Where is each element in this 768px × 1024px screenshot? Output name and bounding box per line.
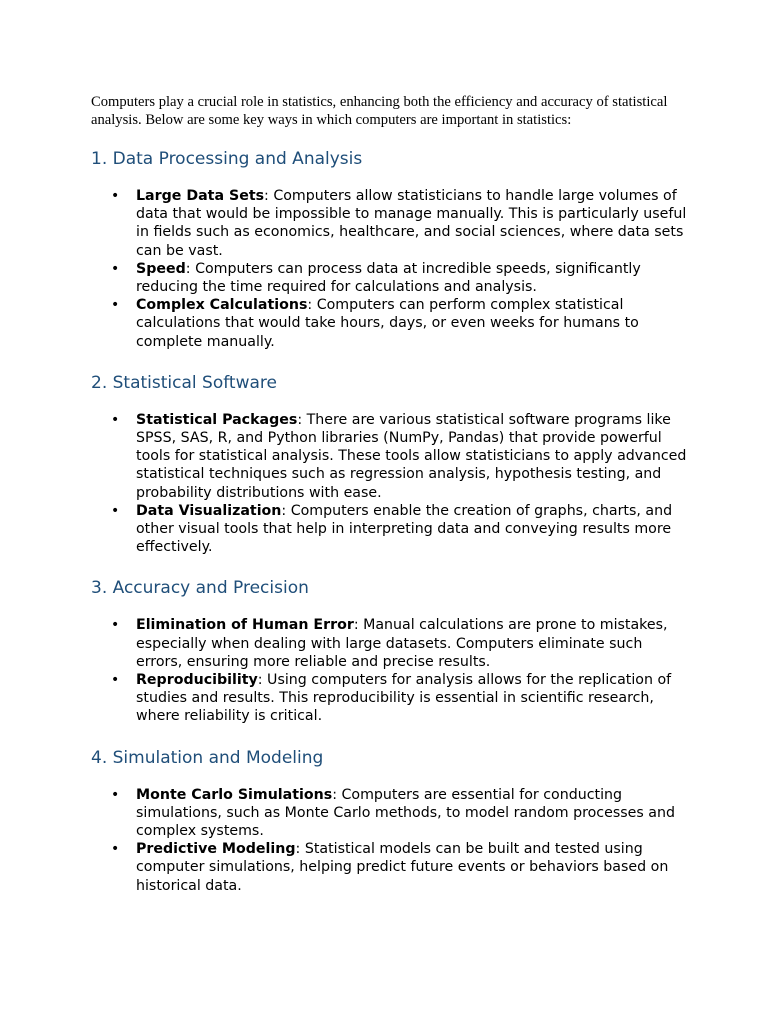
bullet-icon: • <box>111 617 120 634</box>
bullet-icon: • <box>111 502 120 519</box>
item-text: : Computers allow statisticians to handle large volumes of data that would be impossible to manage manually. This is particularly useful in fields such as economics, healthcare, and social sciences, where data sets can be vast. <box>136 188 687 259</box>
bullet-icon: • <box>111 297 120 314</box>
document-page <box>91 93 691 895</box>
section-heading-simulation: 4. Simulation and Modeling <box>91 747 324 768</box>
item-text: : There are various statistical software programs like SPSS, SAS, R, and Python libraries (NumPy, Pandas) that provide powerful tools for statistical analysis. These tools allow statisticians to apply advanced statistical techniques such as regression analysis, hypothesis testing, and probability distributions with ease. <box>136 411 687 501</box>
item-text: : Computers enable the creation of graphs, charts, and other visual tools that help in interpreting data and conveying results more effectively. <box>136 502 673 556</box>
item-text: : Using computers for analysis allows for the replication of studies and results. This reproducibility is essential in scientific research, where reliability is critical. <box>136 672 672 725</box>
item-text: : Computers can process data at incredible speeds, significantly reducing the time required for calculations and analysis. <box>136 260 641 296</box>
list-item <box>91 411 691 502</box>
list-item <box>91 786 691 841</box>
bullet-icon: • <box>111 841 120 858</box>
item-term: Data Visualization <box>136 502 282 519</box>
item-text: : Computers can perform complex statistical calculations that would take hours, days, or even weeks for humans to complete manually. <box>136 297 639 350</box>
section-list-statistical-software <box>91 411 691 557</box>
bullet-icon: • <box>111 672 120 689</box>
item-term: Monte Carlo Simulations <box>136 786 333 803</box>
item-term: Reproducibility <box>136 672 258 689</box>
section-heading-accuracy: 3. Accuracy and Precision <box>91 578 309 599</box>
list-item <box>91 187 691 260</box>
section-heading-data-processing: 1. Data Processing and Analysis <box>91 149 363 169</box>
bullet-icon: • <box>111 411 120 428</box>
item-term: Large Data Sets <box>136 188 265 204</box>
intro-paragraph: Computers play a crucial role in statistics, enhancing both the efficiency and accuracy of statistical analysis. Below are some key ways in which computers are important in statistics: <box>91 94 668 128</box>
item-term: Speed <box>136 260 186 277</box>
bullet-icon: • <box>111 786 120 803</box>
list-item <box>91 296 691 351</box>
item-term: Elimination of Human Error <box>136 617 354 634</box>
item-text: : Computers are essential for conducting simulations, such as Monte Carlo methods, to model random processes and complex systems. <box>136 786 675 840</box>
item-text: : Manual calculations are prone to mistakes, especially when dealing with large datasets. Computers eliminate such errors, ensuring more reliable and precise results. <box>136 617 668 670</box>
section-list-accuracy <box>91 616 691 725</box>
bullet-icon: • <box>111 188 120 204</box>
section-heading-statistical-software: 2. Statistical Software <box>91 372 277 393</box>
list-item <box>91 671 691 726</box>
item-term: Predictive Modeling <box>136 841 296 858</box>
item-text: : Statistical models can be built and tested using computer simulations, helping predict future events or behaviors based on historical data. <box>136 841 669 894</box>
item-term: Complex Calculations <box>136 297 308 314</box>
list-item <box>91 502 691 557</box>
section-list-simulation <box>91 786 691 895</box>
list-item <box>91 840 691 895</box>
list-item <box>91 616 691 671</box>
item-term: Statistical Packages <box>136 411 298 428</box>
section-list-data-processing <box>91 187 691 351</box>
list-item <box>91 260 691 296</box>
bullet-icon: • <box>111 260 120 277</box>
